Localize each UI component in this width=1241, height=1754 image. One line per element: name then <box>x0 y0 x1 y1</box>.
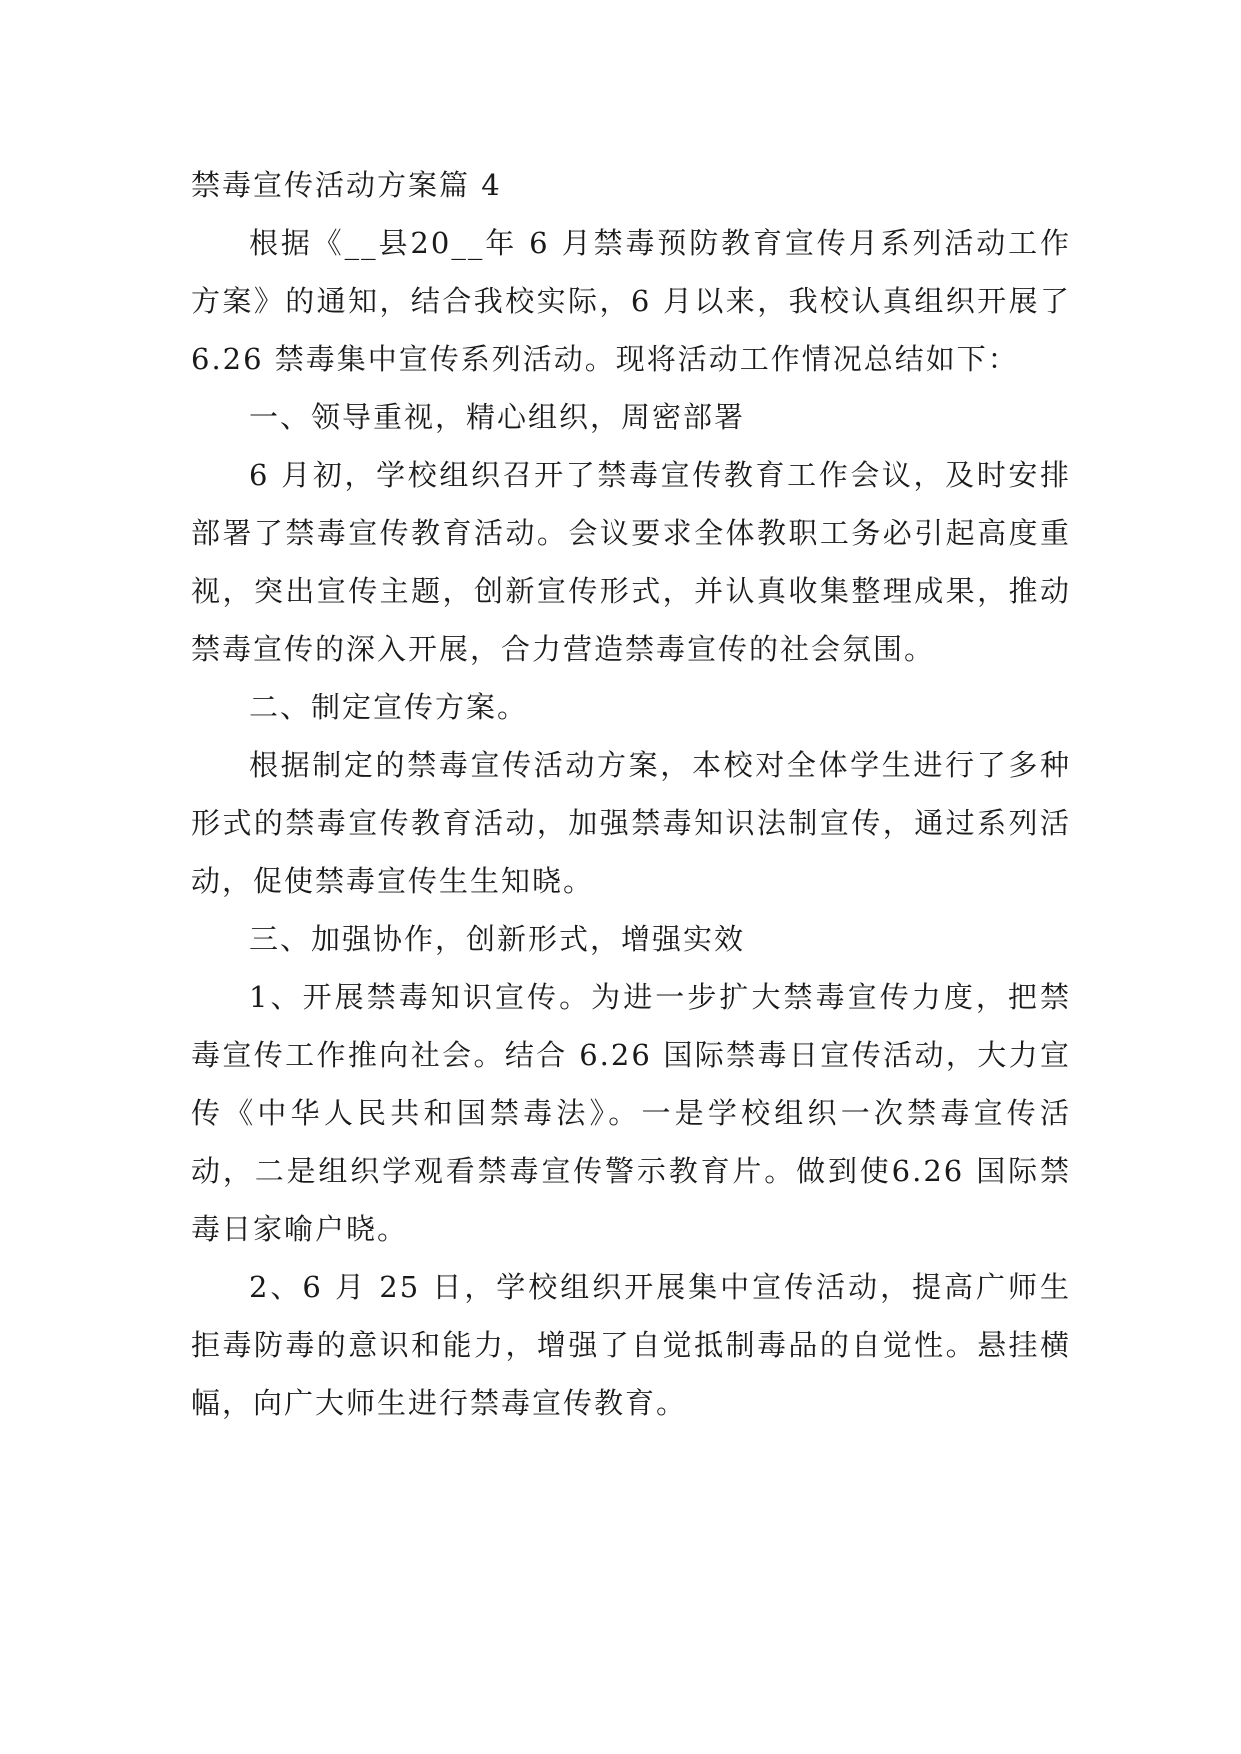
paragraph-item-2: 2、6 月 25 日，学校组织开展集中宣传活动，提高广师生拒毒防毒的意识和能力，增强了自觉抵制毒品的自觉性。悬挂横幅，向广大师生进行禁毒宣传教育。 <box>191 1270 1071 1420</box>
document-body <box>191 156 1071 1432</box>
section-heading-2: 二、制定宣传方案。 <box>249 690 529 724</box>
paragraph-item-1: 1、开展禁毒知识宣传。为进一步扩大禁毒宣传力度，把禁毒宣传工作推向社会。结合 6.26 国际禁毒日宣传活动，大力宣传《中华人民共和国禁毒法》。一是学校组织一次禁毒宣传活动，二是组织学观看禁毒宣传警示教育片。做到使6.26 国际禁毒日家喻户晓。 <box>191 980 1071 1246</box>
document-title: 禁毒宣传活动方案篇 4 <box>191 168 502 202</box>
paragraph-intro: 根据《__县20__年 6 月禁毒预防教育宣传月系列活动工作方案》的通知，结合我校实际，6 月以来，我校认真组织开展了 6.26 禁毒集中宣传系列活动。现将活动工作情况总结如下： <box>191 226 1071 376</box>
paragraph-section-2: 根据制定的禁毒宣传活动方案，本校对全体学生进行了多种形式的禁毒宣传教育活动，加强禁毒知识法制宣传，通过系列活动，促使禁毒宣传生生知晓。 <box>191 748 1071 898</box>
section-heading-1: 一、领导重视，精心组织，周密部署 <box>249 400 746 434</box>
paragraph-section-1: 6 月初，学校组织召开了禁毒宣传教育工作会议，及时安排部署了禁毒宣传教育活动。会议要求全体教职工务必引起高度重视，突出宣传主题，创新宣传形式，并认真收集整理成果，推动禁毒宣传的深入开展，合力营造禁毒宣传的社会氛围。 <box>191 458 1071 666</box>
section-heading-3: 三、加强协作，创新形式，增强实效 <box>249 922 746 956</box>
